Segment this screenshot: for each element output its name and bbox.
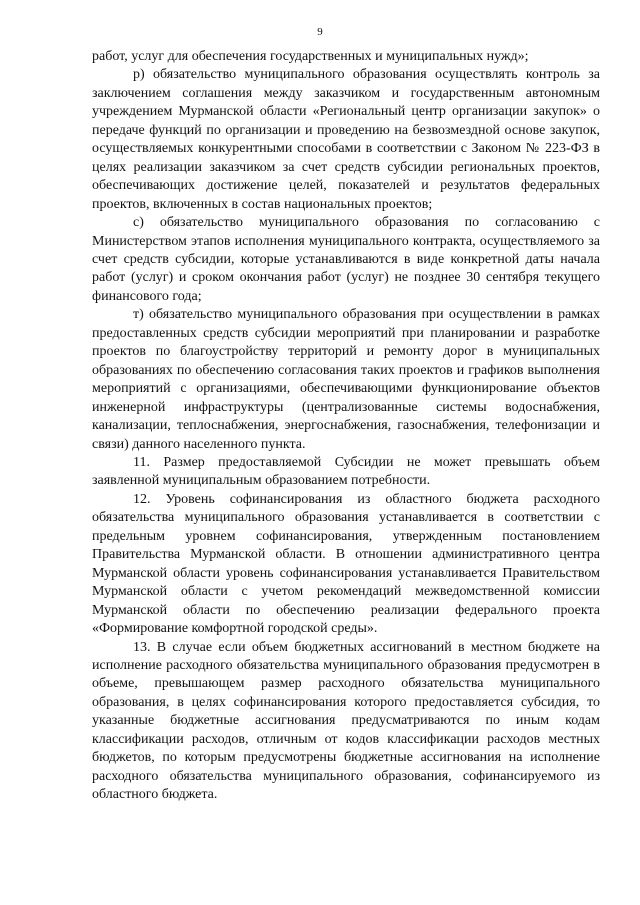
- paragraph-clause-12: 12. Уровень софинансирования из областного бюджета расходного обязательства муниципального образования устанавливается в соответствии с предельным уровнем софинансирования, утвержденным постановлением Правительства Мурманской области. В отношении административного центра Мурманской области уровень софинансирования устанавливается Правительством Мурманской области с учетом рекомендаций межведомственной комиссии Мурманской области по обеспечению реализации федерального проекта «Формирование комфортной городской среды».: [92, 491, 600, 637]
- page-number: 9: [317, 26, 323, 38]
- paragraph-item-t: т) обязательство муниципального образования при осуществлении в рамках предоставленных средств субсидии мероприятий при планировании и разработке проектов по благоустройству территорий и ремонту дорог в муниципальных образованиях по обеспечению согласования таких проектов и графиков выполнения мероприятий с организациями, обеспечивающими функционирование объектов инженерной инфраструктуры (централизованные системы водоснабжения, канализации, теплоснабжения, энергоснабжения, газоснабжения, телефонизации и связи) данного населенного пункта.: [92, 307, 600, 452]
- paragraph-clause-13: 13. В случае если объем бюджетных ассигнований в местном бюджете на исполнение расходного обязательства муниципального образования предусмотрен в объеме, превышающем размер расходного обязательства муниципального образования, в целях софинансирования которого предоставляется субсидия, то указанные бюджетные ассигнования предусматриваются по иным кодам классификации расходов, отличным от кодов классификации расходов местных бюджетов, по которым предусмотрены бюджетные ассигнования на исполнение расходного обязательства муниципального образования, софинансируемого из областного бюджета.: [92, 639, 600, 803]
- paragraph-item-s: с) обязательство муниципального образования по согласованию с Министерством этапов исполнения муниципального контракта, осуществляемого за счет средств субсидии, которые устанавливаются в виде конкретной даты начала работ (услуг) и сроком окончания работ (услуг) не позднее 30 сентября текущего финансового года;: [92, 215, 600, 304]
- paragraph-item-r: р) обязательство муниципального образования осуществлять контроль за заключением соглашения между заказчиком и государственным автономным учреждением Мурманской области «Региональный центр организации закупок» о передаче функций по организации и проведению на безвозмездной основе закупок, осуществляемых конкурентными способами в соответствии с Законом № 223-ФЗ в целях реализации заказчиком за счет средств субсидии региональных проектов, обеспечивающих достижение целей, показателей и результатов федеральных проектов, включенных в состав национальных проектов;: [92, 67, 600, 212]
- paragraph-continuation: работ, услуг для обеспечения государственных и муниципальных нужд»;: [92, 49, 529, 64]
- paragraph-clause-11: 11. Размер предоставляемой Субсидии не может превышать объем заявленной муниципальным образованием потребности.: [92, 454, 600, 489]
- document-body: [92, 48, 600, 805]
